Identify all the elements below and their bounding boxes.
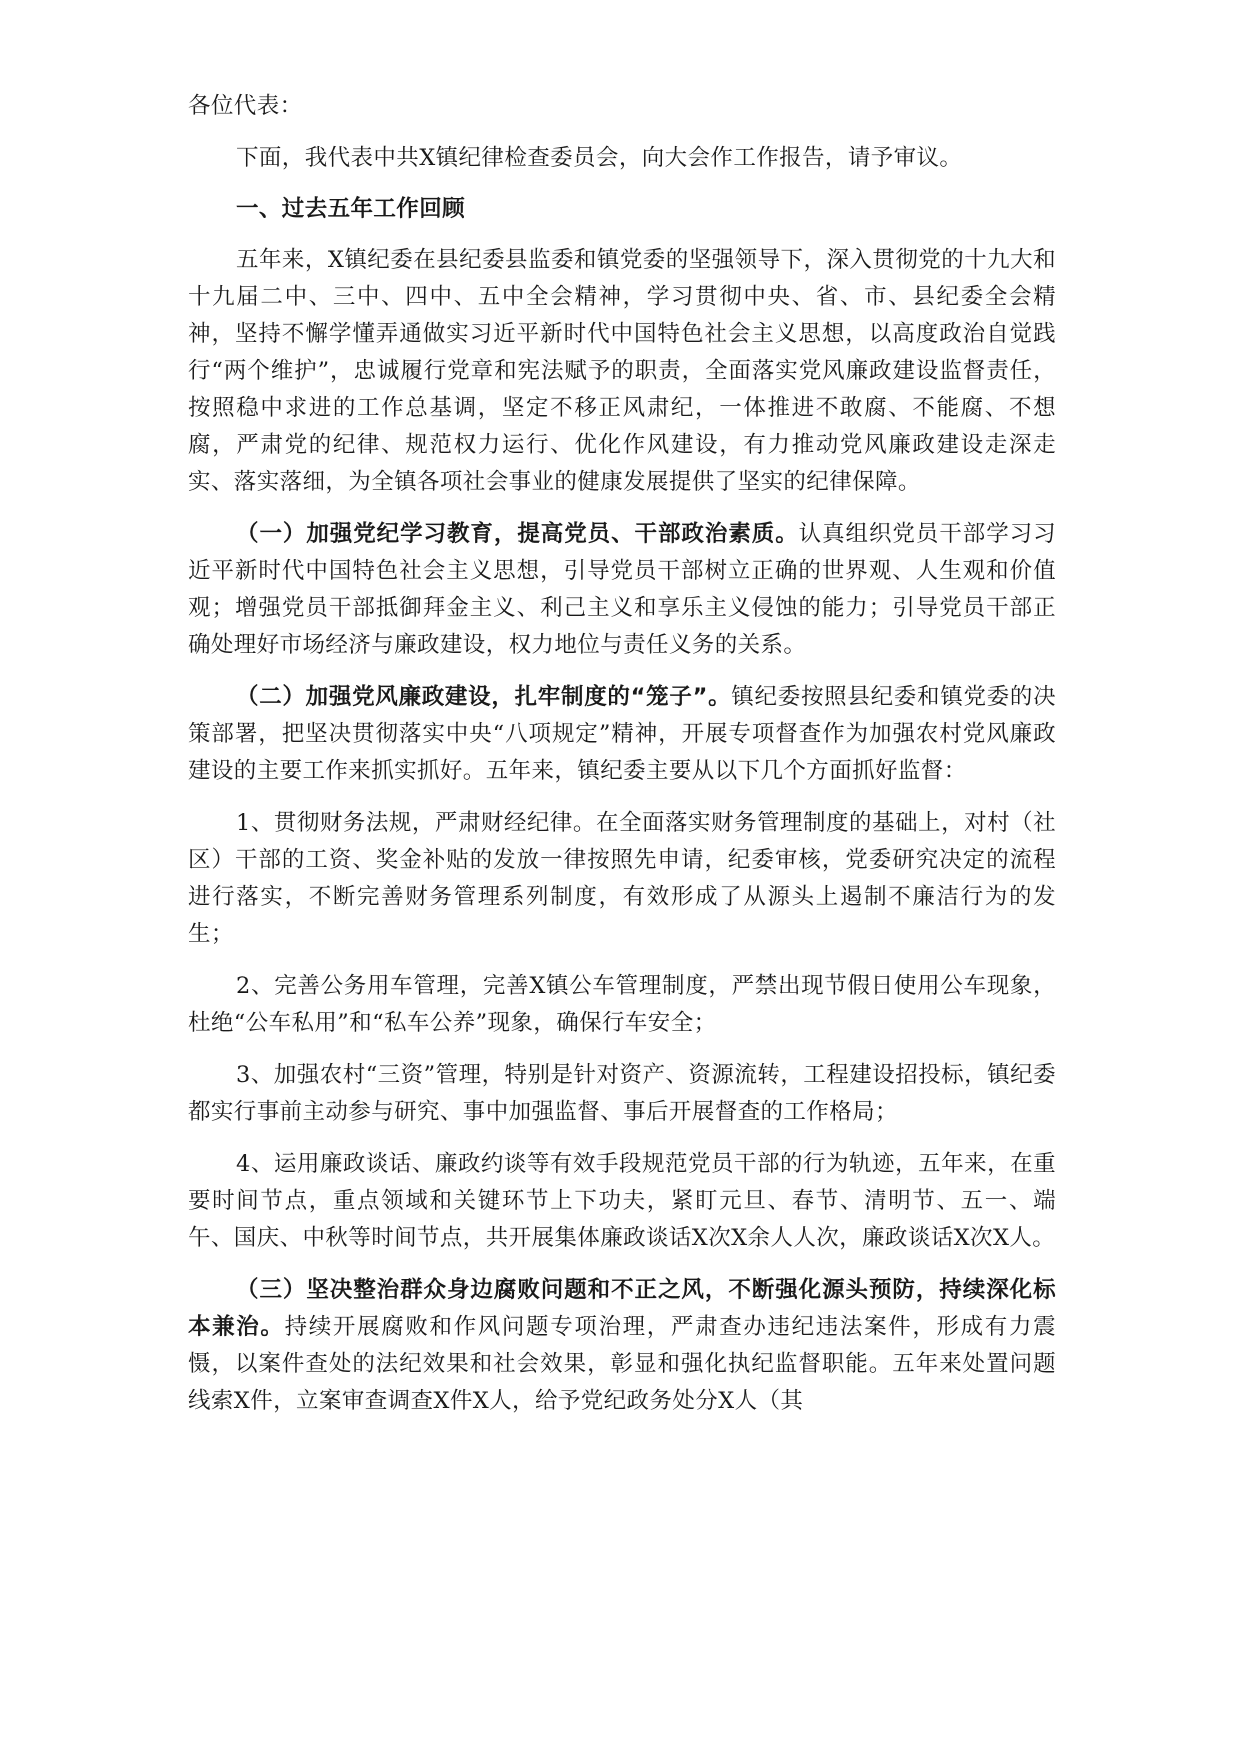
list-item-1: 1、贯彻财务法规，严肃财经纪律。在全面落实财务管理制度的基础上，对村（社区）干部的工资、奖金补贴的发放一律按照先申请，纪委审核，党委研究决定的流程进行落实，不断完善财务管理系列制度，有效形成了从源头上遏制不廉洁行为的发生； xyxy=(188,810,1056,947)
point-3-paragraph xyxy=(188,1272,1056,1420)
list-item-3: 3、加强农村“三资”管理，特别是针对资产、资源流转，工程建设招投标，镇纪委都实行事前主动参与研究、事中加强监督、事后开展督查的工作格局； xyxy=(188,1062,1056,1125)
point-2-body: 镇纪委按照县纪委和镇党委的决策部署，把坚决贯彻落实中央“八项规定”精神，开展专项督查作为加强农村党风廉政建设的主要工作来抓实抓好。五年来，镇纪委主要从以下几个方面抓好监督： xyxy=(188,684,1056,784)
point-1-lead: （一）加强党纪学习教育，提高党员、干部政治素质。 xyxy=(236,521,799,547)
list-item-2: 2、完善公务用车管理，完善X镇公车管理制度，严禁出现节假日使用公车现象，杜绝“公车私用”和“私车公养”现象，确保行车安全； xyxy=(188,973,1056,1036)
document-page xyxy=(188,88,1056,1435)
point-2-paragraph xyxy=(188,679,1056,790)
point-1-paragraph xyxy=(188,516,1056,664)
overview-paragraph: 五年来，X镇纪委在县纪委县监委和镇党委的坚强领导下，深入贯彻党的十九大和十九届二中、三中、四中、五中全会精神，学习贯彻中央、省、市、县纪委全会精神，坚持不懈学懂弄通做实习近平新时代中国特色社会主义思想，以高度政治自觉践行“两个维护”，忠诚履行党章和宪法赋予的职责，全面落实党风廉政建设监督责任，按照稳中求进的工作总基调，坚定不移正风肃纪，一体推进不敢腐、不能腐、不想腐，严肃党的纪律、规范权力运行、优化作风建设，有力推动党风廉政建设走深走实、落实落细，为全镇各项社会事业的健康发展提供了坚实的纪律保障。 xyxy=(188,247,1056,495)
point-3-lead: （三）坚决整治群众身边腐败问题和不正之风，不断强化源头预防，持续深化标本兼治。 xyxy=(188,1277,1056,1340)
point-2-lead: （二）加强党风廉政建设，扎牢制度的“笼子”。 xyxy=(236,684,732,710)
list-item-4: 4、运用廉政谈话、廉政约谈等有效手段规范党员干部的行为轨迹，五年来，在重要时间节点，重点领域和关键环节上下功夫，紧盯元旦、春节、清明节、五一、端午、国庆、中秋等时间节点，共开展集体廉政谈话X次X余人人次，廉政谈话X次X人。 xyxy=(188,1151,1056,1251)
section-heading: 一、过去五年工作回顾 xyxy=(236,196,466,222)
point-3-body: 持续开展腐败和作风问题专项治理，严肃查办违纪违法案件，形成有力震慑，以案件查处的法纪效果和社会效果，彰显和强化执纪监督职能。五年来处置问题线索X件，立案审查调查X件X人，给予党纪政务处分X人（其 xyxy=(188,1314,1056,1414)
greeting: 各位代表： xyxy=(188,93,303,119)
intro-paragraph: 下面，我代表中共X镇纪律检查委员会，向大会作工作报告，请予审议。 xyxy=(236,145,963,171)
point-1-body: 认真组织党员干部学习习近平新时代中国特色社会主义思想，引导党员干部树立正确的世界观、人生观和价值观；增强党员干部抵御拜金主义、利己主义和享乐主义侵蚀的能力；引导党员干部正确处理好市场经济与廉政建设，权力地位与责任义务的关系。 xyxy=(188,521,1056,658)
